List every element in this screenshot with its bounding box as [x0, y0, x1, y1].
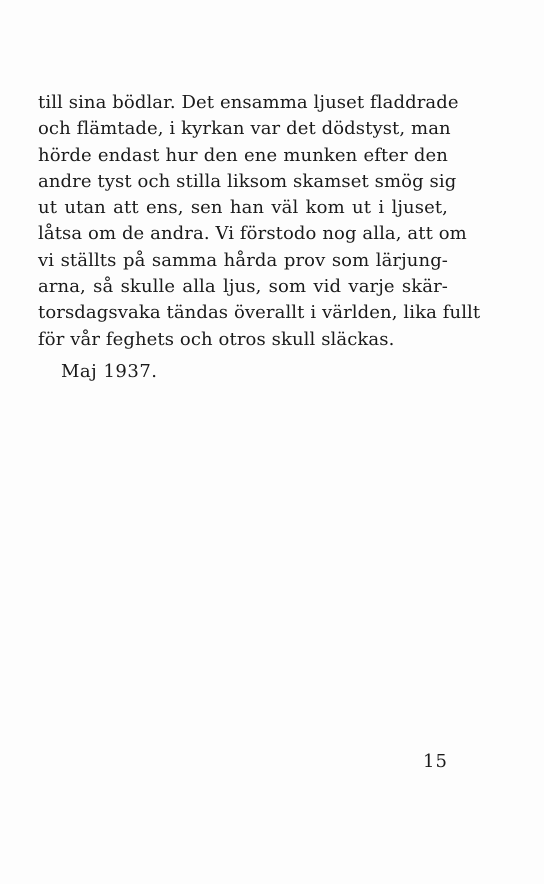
text-line: för vår feghets och otros skull släckas. [38, 328, 395, 350]
text-line: till sina bödlar. Det ensamma ljuset fladdrade [38, 92, 459, 113]
text-line: låtsa om de andra. Vi förstodo nog alla, att om [38, 223, 467, 245]
text-line: vi ställts på samma hårda prov som lärjung- [38, 249, 448, 271]
text-line: andre tyst och stilla liksom skamset smög sig [38, 170, 457, 192]
text-line: arna, så skulle alla ljus, som vid varje skär- [38, 276, 448, 298]
body-text [38, 90, 481, 353]
text-line: ut utan att ens, sen han väl kom ut i ljuset, [38, 197, 448, 219]
dateline: Maj 1937. [61, 361, 158, 382]
text-line: och flämtade, i kyrkan var det dödstyst, man [38, 118, 451, 140]
text-line: torsdagsvaka tändas överallt i världen, lika fullt [38, 302, 481, 324]
text-line: hörde endast hur den ene munken efter den [38, 144, 448, 166]
page-number: 15 [423, 751, 448, 772]
